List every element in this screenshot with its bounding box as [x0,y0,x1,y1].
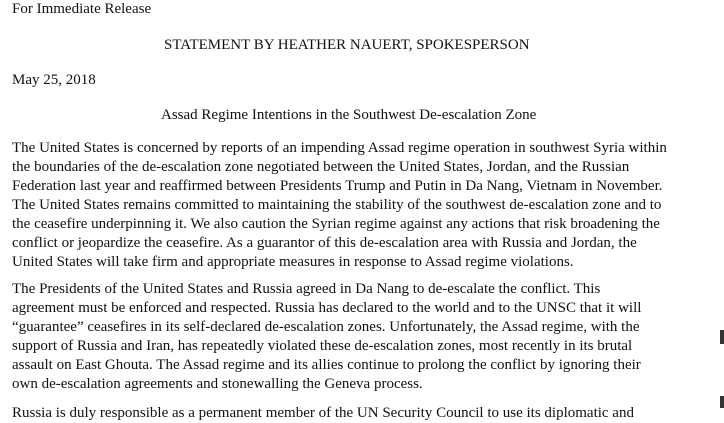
paragraph-line: assault on East Ghouta. The Assad regime and its allies continue to prolong the conflict by ignoring their [12,357,641,373]
statement-subject: Assad Regime Intentions in the Southwest De-escalation Zone [161,107,537,123]
paragraph-line: the boundaries of the de-escalation zone negotiated between the United States, Jordan, and the Russian [12,159,630,175]
release-label: For Immediate Release [12,1,152,17]
paragraph-line: support of Russia and Iran, has repeatedly violated these de-escalation zones, most recently in its brutal [12,338,633,354]
paragraph-line: The Presidents of the United States and Russia agreed in Da Nang to de-escalate the conflict. This [12,281,601,297]
paragraph-line: Russia is duly responsible as a permanent member of the UN Security Council to use its diplomatic and [12,405,634,421]
paragraph-line: The United States is concerned by reports of an impending Assad regime operation in southwest Syria within [12,140,667,156]
statement-date: May 25, 2018 [12,72,96,88]
scan-edge-mark [720,330,724,344]
paragraph-line: The United States remains committed to maintaining the stability of the southwest de-escalation zone and to [12,197,662,213]
paragraph-line: Federation last year and reaffirmed between Presidents Trump and Putin in Da Nang, Vietnam in November. [12,178,663,194]
statement-title: STATEMENT BY HEATHER NAUERT, SPOKESPERSON [164,37,530,53]
paragraph-line: own de-escalation agreements and stonewalling the Geneva process. [12,376,423,392]
paragraph-line: conflict or jeopardize the ceasefire. As a guarantor of this de-escalation area with Russia and Jordan, the [12,235,637,251]
scan-edge-mark [720,396,724,408]
paragraph-line: agreement must be enforced and respected. Russia has declared to the world and to the UNSC that it will [12,300,642,316]
paragraph-line: “guarantee” ceasefires in its self-declared de-escalation zones. Unfortunately, the Assad regime, with the [12,319,640,335]
paragraph-line: United States will take firm and appropriate measures in response to Assad regime violations. [12,254,574,270]
paragraph-line: the ceasefire underpinning it. We also caution the Syrian regime against any actions that risk broadening the [12,216,660,232]
